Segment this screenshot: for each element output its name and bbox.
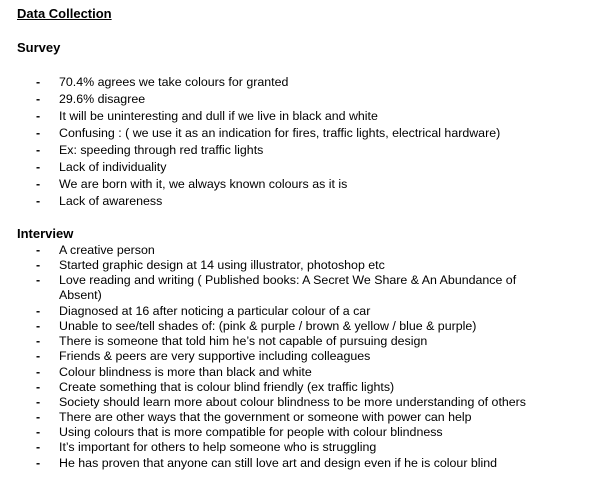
list-item (0, 456, 607, 471)
bullet-dash: - (36, 126, 41, 140)
list-item (0, 193, 607, 210)
list-item (0, 395, 607, 410)
list-item-text: There are other ways that the government or someone with power can help (59, 410, 472, 425)
list-item-text: Unable to see/tell shades of: (pink & purple / brown & yellow / blue & purple) (59, 318, 477, 333)
bullet-dash: - (36, 379, 41, 394)
bullet-dash: - (36, 334, 41, 349)
list-item-text: Love reading and writing ( Published books: A Secret We Share & An Abundance of Absent) (59, 273, 517, 303)
bullet-dash: - (36, 303, 41, 318)
list-item (0, 91, 607, 108)
list-item-text: Confusing : ( we use it as an indication for fires, traffic lights, electrical hardware) (59, 126, 501, 140)
list-item (0, 258, 607, 273)
list-item-text: Using colours that is more compatible for people with colour blindness (59, 425, 443, 440)
bullet-dash: - (36, 177, 41, 191)
survey-list (0, 74, 607, 210)
list-item-text: Society should learn more about colour blindness to be more understanding of others (59, 394, 526, 409)
bullet-dash: - (36, 394, 41, 409)
list-item (0, 304, 607, 319)
list-item (0, 440, 607, 455)
list-item-text: Create something that is colour blind friendly (ex traffic lights) (59, 379, 395, 394)
bullet-dash: - (36, 425, 41, 440)
list-item-text: Started graphic design at 14 using illustrator, photoshop etc (59, 258, 385, 273)
list-item (0, 125, 607, 142)
list-item (0, 273, 607, 303)
list-item-text: He has proven that anyone can still love art and design even if he is colour blind (59, 455, 498, 470)
bullet-dash: - (36, 92, 41, 106)
list-item-text: Diagnosed at 16 after noticing a particular colour of a car (59, 303, 371, 318)
list-item (0, 176, 607, 193)
list-item (0, 74, 607, 91)
list-item (0, 108, 607, 125)
list-item-text: 29.6% disagree (59, 92, 146, 106)
list-item-text: Friends & peers are very supportive including colleagues (59, 349, 371, 364)
list-item (0, 425, 607, 440)
interview-list (0, 243, 607, 471)
list-item (0, 334, 607, 349)
list-item-text: There is someone that told him he’s not capable of pursuing design (59, 334, 428, 349)
bullet-dash: - (36, 160, 41, 174)
bullet-dash: - (36, 109, 41, 123)
bullet-dash: - (36, 455, 41, 470)
list-item-text: Lack of awareness (59, 194, 163, 208)
list-item (0, 380, 607, 395)
bullet-dash: - (36, 194, 41, 208)
bullet-dash: - (36, 258, 41, 273)
bullet-dash: - (36, 349, 41, 364)
list-item-text: Lack of individuality (59, 160, 167, 174)
list-item (0, 349, 607, 364)
bullet-dash: - (36, 143, 41, 157)
list-item-text: 70.4% agrees we take colours for granted (59, 75, 289, 89)
bullet-dash: - (36, 410, 41, 425)
bullet-dash: - (36, 273, 41, 288)
list-item (0, 243, 607, 258)
bullet-dash: - (36, 440, 41, 455)
list-item (0, 365, 607, 380)
bullet-dash: - (36, 75, 41, 89)
interview-heading: Interview (17, 226, 74, 241)
list-item (0, 319, 607, 334)
list-item (0, 142, 607, 159)
bullet-dash: - (36, 364, 41, 379)
list-item (0, 159, 607, 176)
document-title: Data Collection (17, 6, 112, 21)
list-item-text: It will be uninteresting and dull if we live in black and white (59, 109, 378, 123)
survey-heading: Survey (17, 40, 61, 55)
list-item-text: Colour blindness is more than black and white (59, 364, 312, 379)
list-item-text: Ex: speeding through red traffic lights (59, 143, 264, 157)
list-item-text: A creative person (59, 243, 155, 257)
list-item (0, 410, 607, 425)
list-item-text: It’s important for others to help someone who is struggling (59, 440, 377, 455)
bullet-dash: - (36, 318, 41, 333)
list-item-text: We are born with it, we always known colours as it is (59, 177, 348, 191)
bullet-dash: - (36, 243, 41, 257)
